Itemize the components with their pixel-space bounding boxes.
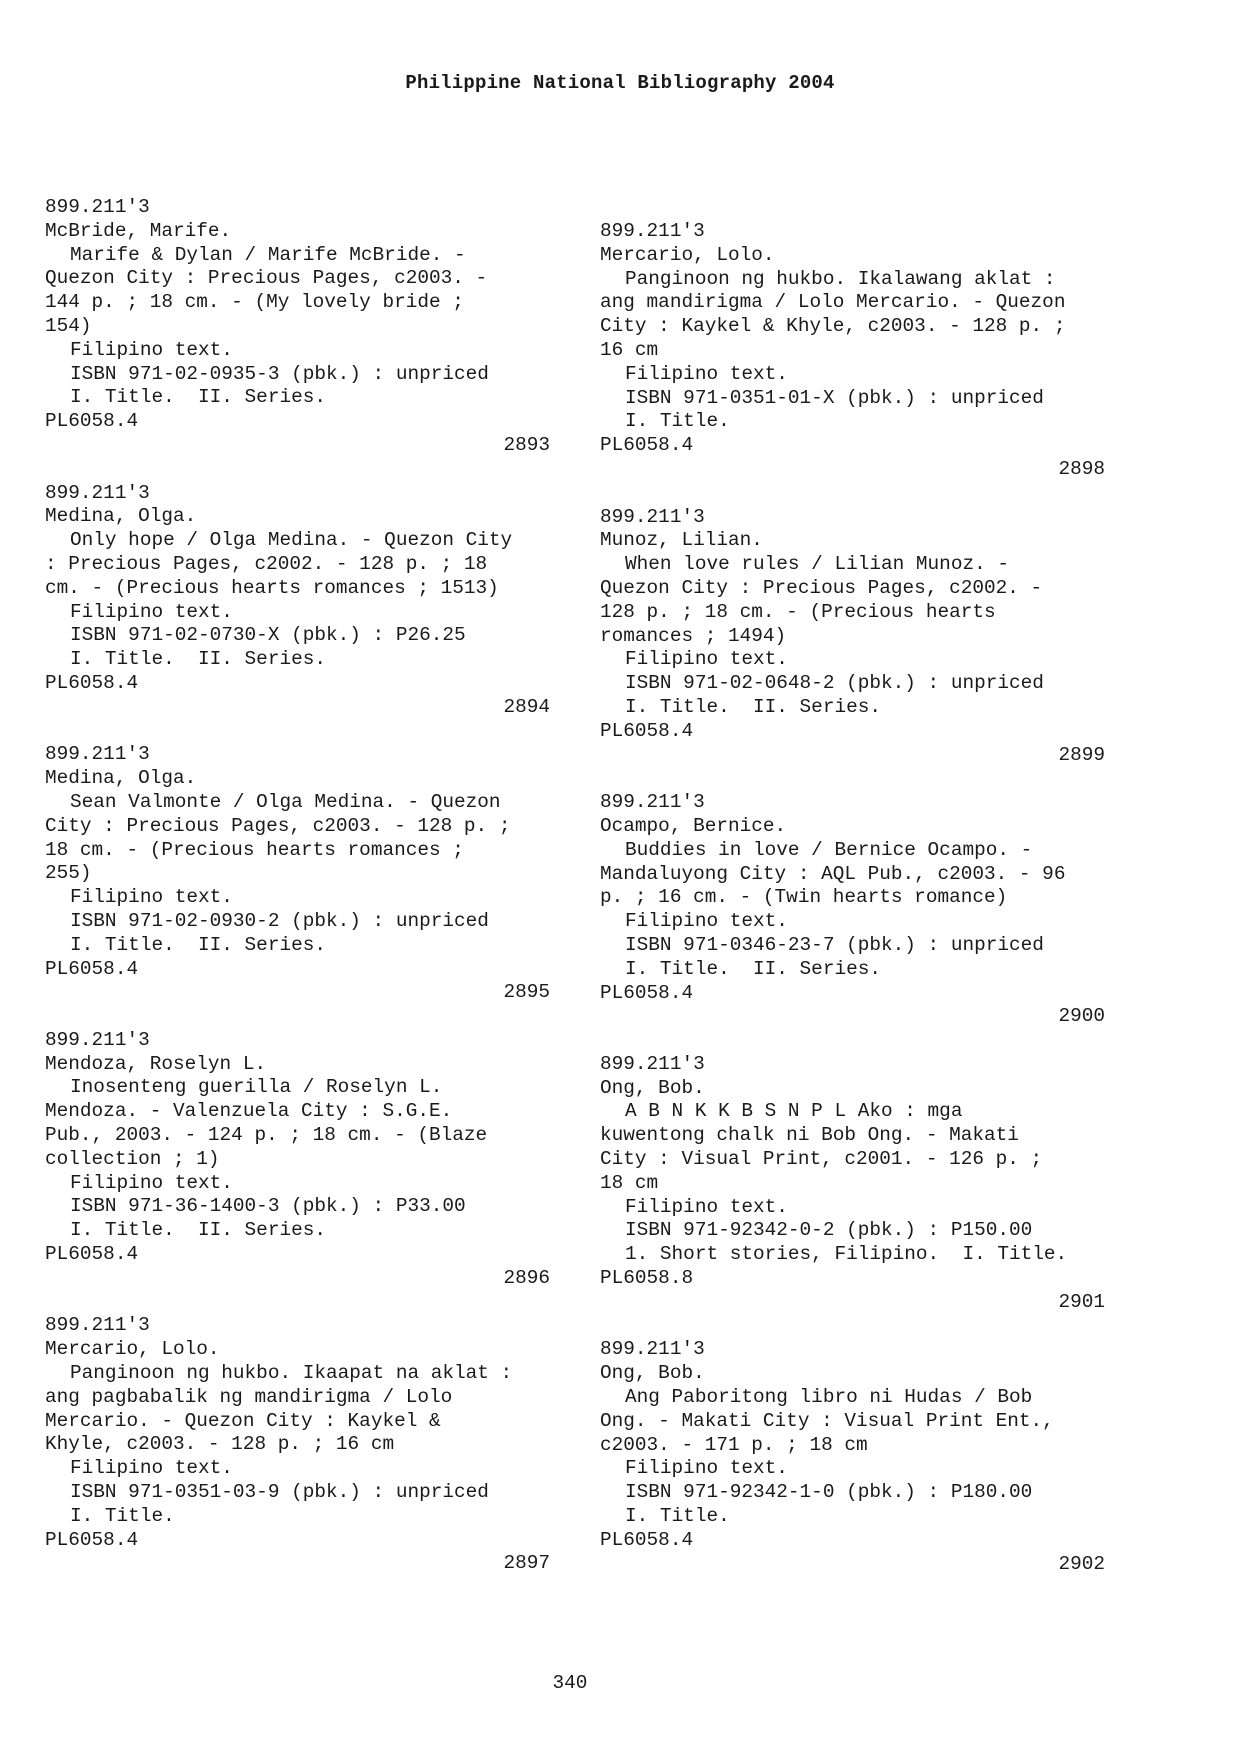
entry-note: Filipino text. <box>625 1195 788 1218</box>
entry-description-line: Pub., 2003. - 124 p. ; 18 cm. - (Blaze <box>45 1124 488 1147</box>
entry-description-line: A B N K K B S N P L Ako : mga <box>625 1100 963 1123</box>
entry-author: Ong, Bob. <box>600 1076 705 1099</box>
entry-note: ISBN 971-92342-1-0 (pbk.) : P180.00 <box>625 1481 1033 1504</box>
entry-description-line: Ong. - Makati City : Visual Print Ent., <box>600 1409 1054 1432</box>
entry-note: I. Title. <box>625 410 730 433</box>
entry-description-line: kuwentong chalk ni Bob Ong. - Makati <box>600 1124 1019 1147</box>
page-number: 340 <box>552 1672 588 1694</box>
dewey-number: 899.211'3 <box>600 1052 705 1075</box>
dewey-number: 899.211'3 <box>600 1338 705 1361</box>
entry-note: ISBN 971-02-0935-3 (pbk.) : unpriced <box>70 362 489 385</box>
entry-number: 2895 <box>503 981 550 1004</box>
entry-description-line: City : Visual Print, c2001. - 126 p. ; <box>600 1148 1043 1171</box>
entry-description-line: Ang Paboritong libro ni Hudas / Bob <box>625 1386 1033 1409</box>
entry-description-line: Quezon City : Precious Pages, c2003. - <box>45 267 488 290</box>
dewey-number: 899.211'3 <box>45 1314 150 1337</box>
entry-number: 2901 <box>1058 1290 1105 1313</box>
call-number: PL6058.4 <box>600 434 694 457</box>
entry-number: 2898 <box>1058 457 1105 480</box>
entry-note: I. Title. II. Series. <box>70 648 326 671</box>
entry-note: I. Title. <box>70 1504 175 1527</box>
entry-description-line: Quezon City : Precious Pages, c2002. - <box>600 576 1043 599</box>
entry-description-line: 154) <box>45 314 92 337</box>
entry-description-line: Mercario. - Quezon City : Kaykel & <box>45 1409 441 1432</box>
entry-description-line: Sean Valmonte / Olga Medina. - Quezon <box>70 790 501 813</box>
entry-author: Mendoza, Roselyn L. <box>45 1052 267 1075</box>
entry-description-line: Panginoon ng hukbo. Ikalawang aklat : <box>625 267 1056 290</box>
bibliography-entry <box>600 1053 1105 1315</box>
entry-description-line: When love rules / Lilian Munoz. - <box>625 553 1009 576</box>
entry-note: I. Title. II. Series. <box>625 957 881 980</box>
entry-note: I. Title. II. Series. <box>70 386 326 409</box>
bibliography-entry <box>45 482 550 720</box>
bibliography-entry <box>600 1338 1105 1576</box>
entry-note: Filipino text. <box>70 886 233 909</box>
entry-note: I. Title. II. Series. <box>70 933 326 956</box>
entry-note: Filipino text. <box>70 600 233 623</box>
entry-note: Filipino text. <box>625 648 788 671</box>
entry-description-line: p. ; 16 cm. - (Twin hearts romance) <box>600 886 1008 909</box>
entry-note: ISBN 971-92342-0-2 (pbk.) : P150.00 <box>625 1219 1033 1242</box>
entry-description-line: Khyle, c2003. - 128 p. ; 16 cm <box>45 1433 395 1456</box>
entry-note: ISBN 971-0351-01-X (pbk.) : unpriced <box>625 386 1044 409</box>
entry-author: Munoz, Lilian. <box>600 529 763 552</box>
entry-note: I. Title. II. Series. <box>625 695 881 718</box>
entry-description-line: 128 p. ; 18 cm. - (Precious hearts <box>600 600 996 623</box>
entry-description-line: : Precious Pages, c2002. - 128 p. ; 18 <box>45 552 488 575</box>
entry-note: Filipino text. <box>70 338 233 361</box>
entry-number: 2897 <box>503 1552 550 1575</box>
bibliography-entry <box>600 220 1105 482</box>
entry-number: 2902 <box>1058 1552 1105 1575</box>
entry-note: 1. Short stories, Filipino. I. Title. <box>625 1243 1068 1266</box>
entry-number: 2894 <box>503 695 550 718</box>
entry-description-line: c2003. - 171 p. ; 18 cm <box>600 1433 868 1456</box>
entry-description-line: 144 p. ; 18 cm. - (My lovely bride ; <box>45 291 464 314</box>
entry-author: Ocampo, Bernice. <box>600 814 787 837</box>
dewey-number: 899.211'3 <box>600 505 705 528</box>
call-number: PL6058.4 <box>600 719 694 742</box>
entry-number: 2899 <box>1058 743 1105 766</box>
entry-description-line: Inosenteng guerilla / Roselyn L. <box>70 1076 443 1099</box>
dewey-number: 899.211'3 <box>45 196 150 218</box>
call-number: PL6058.8 <box>600 1267 694 1290</box>
entry-description-line: 18 cm <box>600 1171 659 1194</box>
entry-description-line: Buddies in love / Bernice Ocampo. - <box>625 838 1033 861</box>
dewey-number: 899.211'3 <box>600 220 705 242</box>
entry-description-line: cm. - (Precious hearts romances ; 1513) <box>45 576 499 599</box>
entry-description-line: Mandaluyong City : AQL Pub., c2003. - 96 <box>600 862 1066 885</box>
entry-description-line: City : Precious Pages, c2003. - 128 p. ; <box>45 814 511 837</box>
entry-note: Filipino text. <box>625 910 788 933</box>
entry-description-line: romances ; 1494) <box>600 624 787 647</box>
entry-note: ISBN 971-0346-23-7 (pbk.) : unpriced <box>625 933 1044 956</box>
bibliography-entry <box>45 743 550 1005</box>
dewey-number: 899.211'3 <box>45 481 150 504</box>
entry-description-line: collection ; 1) <box>45 1147 220 1170</box>
entry-description-line: 16 cm <box>600 338 659 361</box>
call-number: PL6058.4 <box>600 1528 694 1551</box>
entry-author: Medina, Olga. <box>45 767 197 790</box>
entry-number: 2900 <box>1058 1005 1105 1028</box>
entry-note: ISBN 971-02-0730-X (pbk.) : P26.25 <box>70 624 466 647</box>
bibliography-entry <box>45 1314 550 1576</box>
call-number: PL6058.4 <box>45 410 139 433</box>
entry-note: Filipino text. <box>625 362 788 385</box>
entry-note: ISBN 971-0351-03-9 (pbk.) : unpriced <box>70 1481 489 1504</box>
entry-note: I. Title. <box>625 1505 730 1528</box>
entry-note: Filipino text. <box>70 1457 233 1480</box>
call-number: PL6058.4 <box>45 671 139 694</box>
entry-description-line: City : Kaykel & Khyle, c2003. - 128 p. ; <box>600 315 1066 338</box>
dewey-number: 899.211'3 <box>45 1028 150 1051</box>
entry-note: ISBN 971-02-0930-2 (pbk.) : unpriced <box>70 909 489 932</box>
entry-author: Mercario, Lolo. <box>600 243 775 266</box>
bibliography-entry <box>600 791 1105 1029</box>
entry-description-line: Mendoza. - Valenzuela City : S.G.E. <box>45 1100 453 1123</box>
entry-description-line: ang pagbabalik ng mandirigma / Lolo <box>45 1385 453 1408</box>
entry-note: Filipino text. <box>70 1171 233 1194</box>
entry-description-line: 255) <box>45 862 92 885</box>
dewey-number: 899.211'3 <box>45 743 150 766</box>
page-title: Philippine National Bibliography 2004 <box>405 72 835 94</box>
entry-note: Filipino text. <box>625 1457 788 1480</box>
entry-author: Mercario, Lolo. <box>45 1338 220 1361</box>
entry-number: 2893 <box>503 433 550 456</box>
bibliography-entry <box>45 196 550 458</box>
entry-note: I. Title. II. Series. <box>70 1219 326 1242</box>
call-number: PL6058.4 <box>45 1243 139 1266</box>
dewey-number: 899.211'3 <box>600 791 705 814</box>
entry-author: McBride, Marife. <box>45 219 232 242</box>
entry-author: Ong, Bob. <box>600 1362 705 1385</box>
left-column <box>45 196 550 1576</box>
entry-description-line: Panginoon ng hukbo. Ikaapat na aklat : <box>70 1362 513 1385</box>
entry-description-line: Only hope / Olga Medina. - Quezon City <box>70 529 513 552</box>
right-column <box>600 220 1105 1576</box>
entry-note: ISBN 971-36-1400-3 (pbk.) : P33.00 <box>70 1195 466 1218</box>
entry-author: Medina, Olga. <box>45 505 197 528</box>
entry-note: ISBN 971-02-0648-2 (pbk.) : unpriced <box>625 672 1044 695</box>
call-number: PL6058.4 <box>45 957 139 980</box>
call-number: PL6058.4 <box>600 981 694 1004</box>
entry-number: 2896 <box>503 1266 550 1289</box>
entry-description-line: ang mandirigma / Lolo Mercario. - Quezon <box>600 291 1066 314</box>
entry-description-line: Marife & Dylan / Marife McBride. - <box>70 243 466 266</box>
bibliography-entry <box>45 1029 550 1291</box>
entry-description-line: 18 cm. - (Precious hearts romances ; <box>45 838 464 861</box>
bibliography-entry <box>600 506 1105 768</box>
call-number: PL6058.4 <box>45 1528 139 1551</box>
